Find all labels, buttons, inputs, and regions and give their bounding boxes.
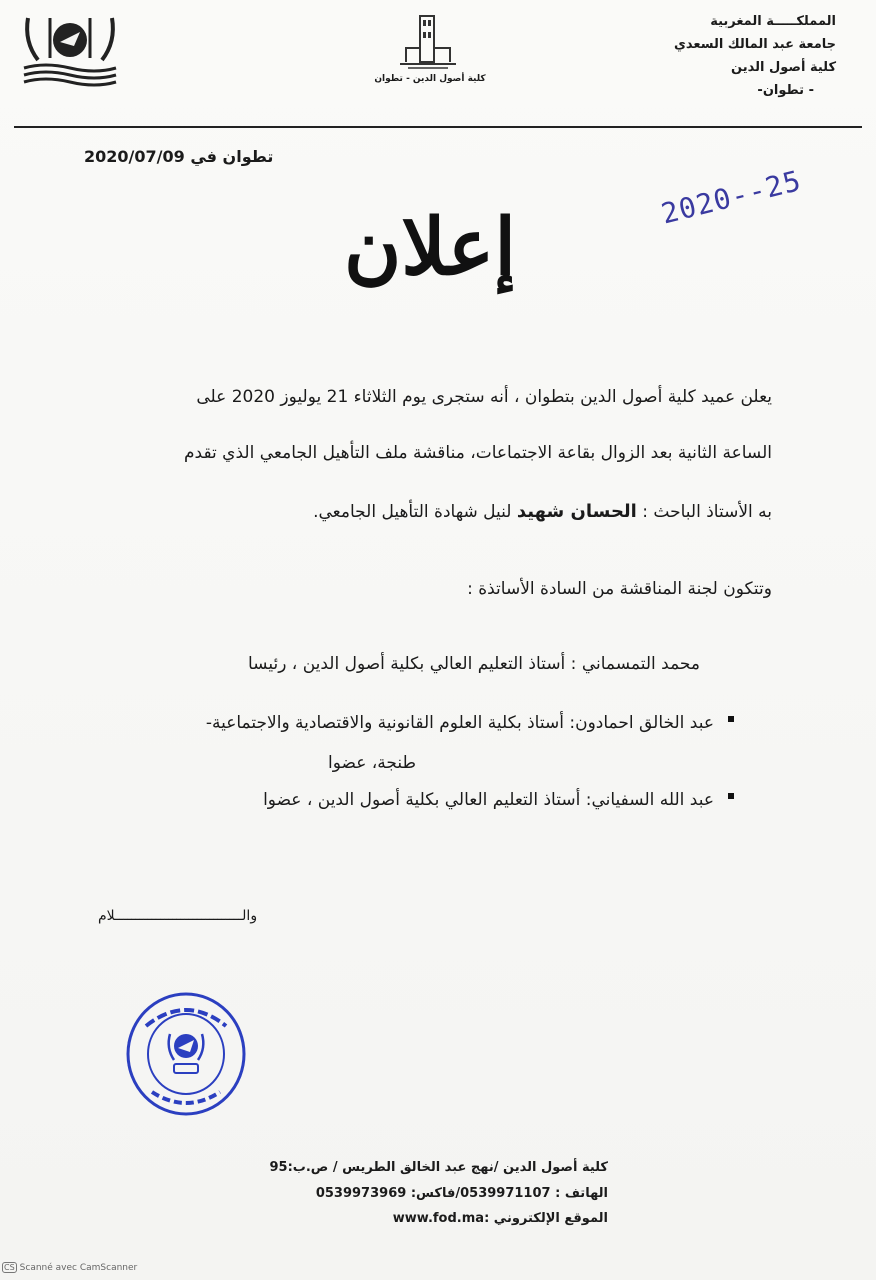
header-divider	[14, 126, 862, 128]
closing-salutation: والـــــــــــــــــــــــــــــــلام	[98, 908, 258, 924]
header-line-kingdom: المملكـــــة المغربية	[710, 14, 836, 29]
university-logo	[20, 12, 120, 96]
committee-intro: وتتكون لجنة المناقشة من السادة الأساتذة :	[467, 579, 772, 599]
bullet-marker	[728, 716, 734, 722]
header-line-university: جامعة عبد المالك السعدي	[673, 37, 836, 52]
footer-phone-fax: الهاتف : 0539971107/فاكس: 0539973969	[315, 1186, 608, 1201]
announcement-title: إعلان	[343, 202, 517, 293]
body-line-3	[92, 499, 772, 525]
committee-member-1-line-1: عبد الخالق احمادون: أستاذ بكلية العلوم القانونية والاقتصادية والاجتماعية-	[205, 713, 714, 733]
committee-member-2: عبد الله السفياني: أستاذ التعليم العالي بكلية أصول الدين ، عضوا	[263, 790, 714, 810]
faculty-building-logo	[398, 12, 458, 76]
body-line-1: يعلن عميد كلية أصول الدين بتطوان ، أنه ستجرى يوم الثلاثاء 21 يوليوز 2020 على	[196, 387, 772, 407]
camscanner-logo-icon: CS	[4, 1263, 15, 1272]
official-stamp	[124, 990, 248, 1118]
header-institution-block	[576, 10, 836, 102]
body-line-3-prefix: به الأستاذ الباحث :	[636, 502, 772, 522]
camscanner-watermark	[2, 1262, 137, 1273]
document-date: تطوان في 2020/07/09	[84, 147, 274, 166]
candidate-name: الحسان شهيد	[516, 501, 637, 522]
footer-website: الموقع الإلكتروني :www.fod.ma	[392, 1211, 608, 1226]
committee-chair: محمد التمسماني : أستاذ التعليم العالي بكلية أصول الدين ، رئيسا	[247, 654, 700, 674]
handwritten-reference-number: 2020--25	[658, 163, 805, 231]
camscanner-text: Scanné avec CamScanner	[19, 1263, 138, 1273]
body-line-3-suffix: لنيل شهادة التأهيل الجامعي.	[313, 502, 517, 522]
header-line-city: - تطوان-	[757, 83, 814, 98]
body-line-2: الساعة الثانية بعد الزوال بقاعة الاجتماعات، مناقشة ملف التأهيل الجامعي الذي تقدم	[184, 443, 772, 463]
faculty-caption: كلية أصول الدين - تطوان	[374, 74, 486, 84]
header-line-faculty: كلية أصول الدين	[731, 60, 836, 75]
bullet-marker	[728, 793, 734, 799]
footer-address: كلية أصول الدين /نهج عبد الخالق الطريس / ص.ب:95	[269, 1160, 608, 1175]
committee-member-1-line-2: طنجة، عضوا	[327, 753, 416, 773]
